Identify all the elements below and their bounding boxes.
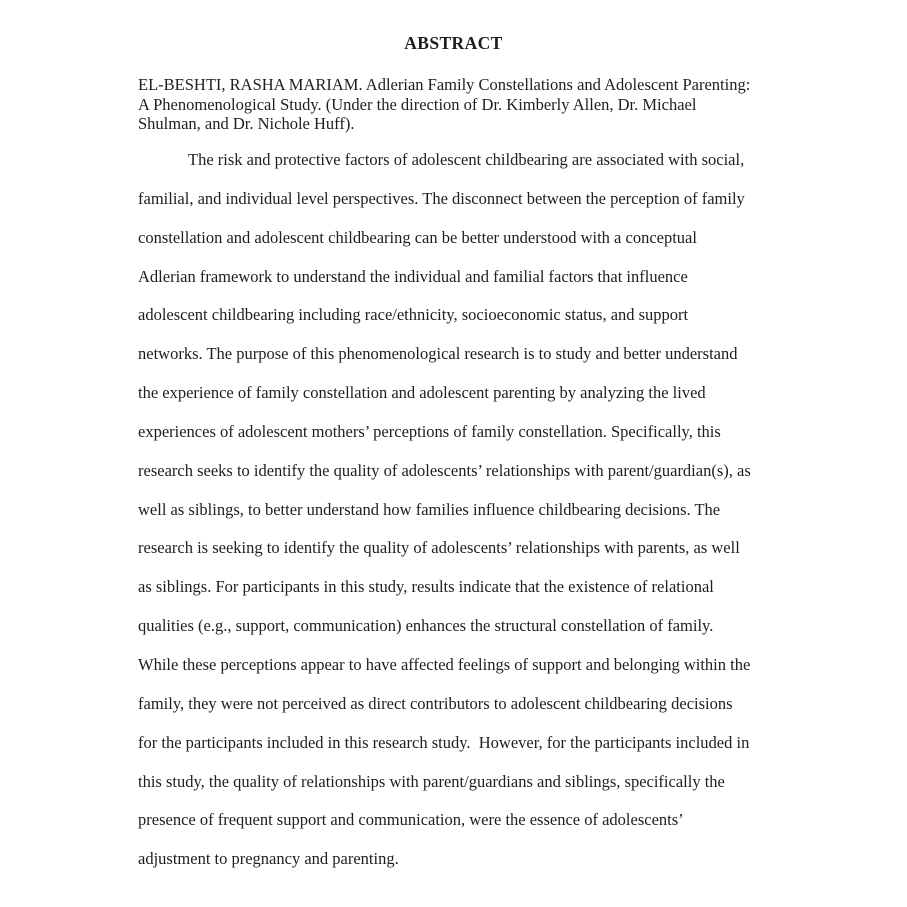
abstract-heading: ABSTRACT (404, 33, 503, 53)
body-line: adolescent childbearing including race/ethnicity, socioeconomic status, and support (138, 305, 689, 325)
body-line: well as siblings, to better understand how families influence childbearing decisions. The (138, 499, 721, 519)
citation-line: EL-BESHTI, RASHA MARIAM. Adlerian Family Constellations and Adolescent Parenting: (138, 75, 751, 94)
body-line: the experience of family constellation and adolescent parenting by analyzing the lived (138, 383, 706, 403)
body-line: as siblings. For participants in this study, results indicate that the existence of relational (138, 577, 714, 597)
body-line: research is seeking to identify the quality of adolescents’ relationships with parents, as well (138, 538, 740, 558)
citation-line: Shulman, and Dr. Nichole Huff). (138, 114, 355, 133)
body-line: presence of frequent support and communication, were the essence of adolescents’ (138, 810, 684, 830)
body-line: experiences of adolescent mothers’ perceptions of family constellation. Specifically, this (138, 421, 721, 441)
citation-line: A Phenomenological Study. (Under the direction of Dr. Kimberly Allen, Dr. Michael (138, 94, 697, 114)
body-line: adjustment to pregnancy and parenting. (138, 849, 399, 869)
body-line: familial, and individual level perspectives. The disconnect between the perception of family (138, 188, 745, 208)
citation-block (138, 75, 838, 134)
body-line: for the participants included in this research study. However, for the participants included in (138, 732, 750, 752)
body-line: qualities (e.g., support, communication) enhances the structural constellation of family. (138, 616, 714, 636)
body-line: Adlerian framework to understand the individual and familial factors that influence (138, 266, 688, 286)
body-line: While these perceptions appear to have affected feelings of support and belonging within the (138, 654, 751, 674)
body-line: this study, the quality of relationships with parent/guardians and siblings, specifically the (138, 771, 725, 791)
body-line: The risk and protective factors of adolescent childbearing are associated with social, (188, 150, 745, 169)
abstract-body (138, 150, 838, 888)
body-line: family, they were not perceived as direct contributors to adolescent childbearing decisions (138, 693, 733, 713)
body-line: constellation and adolescent childbearing can be better understood with a conceptual (138, 227, 697, 247)
body-line: research seeks to identify the quality of adolescents’ relationships with parent/guardian(s), as (138, 460, 751, 480)
body-line: networks. The purpose of this phenomenological research is to study and better understand (138, 344, 738, 364)
